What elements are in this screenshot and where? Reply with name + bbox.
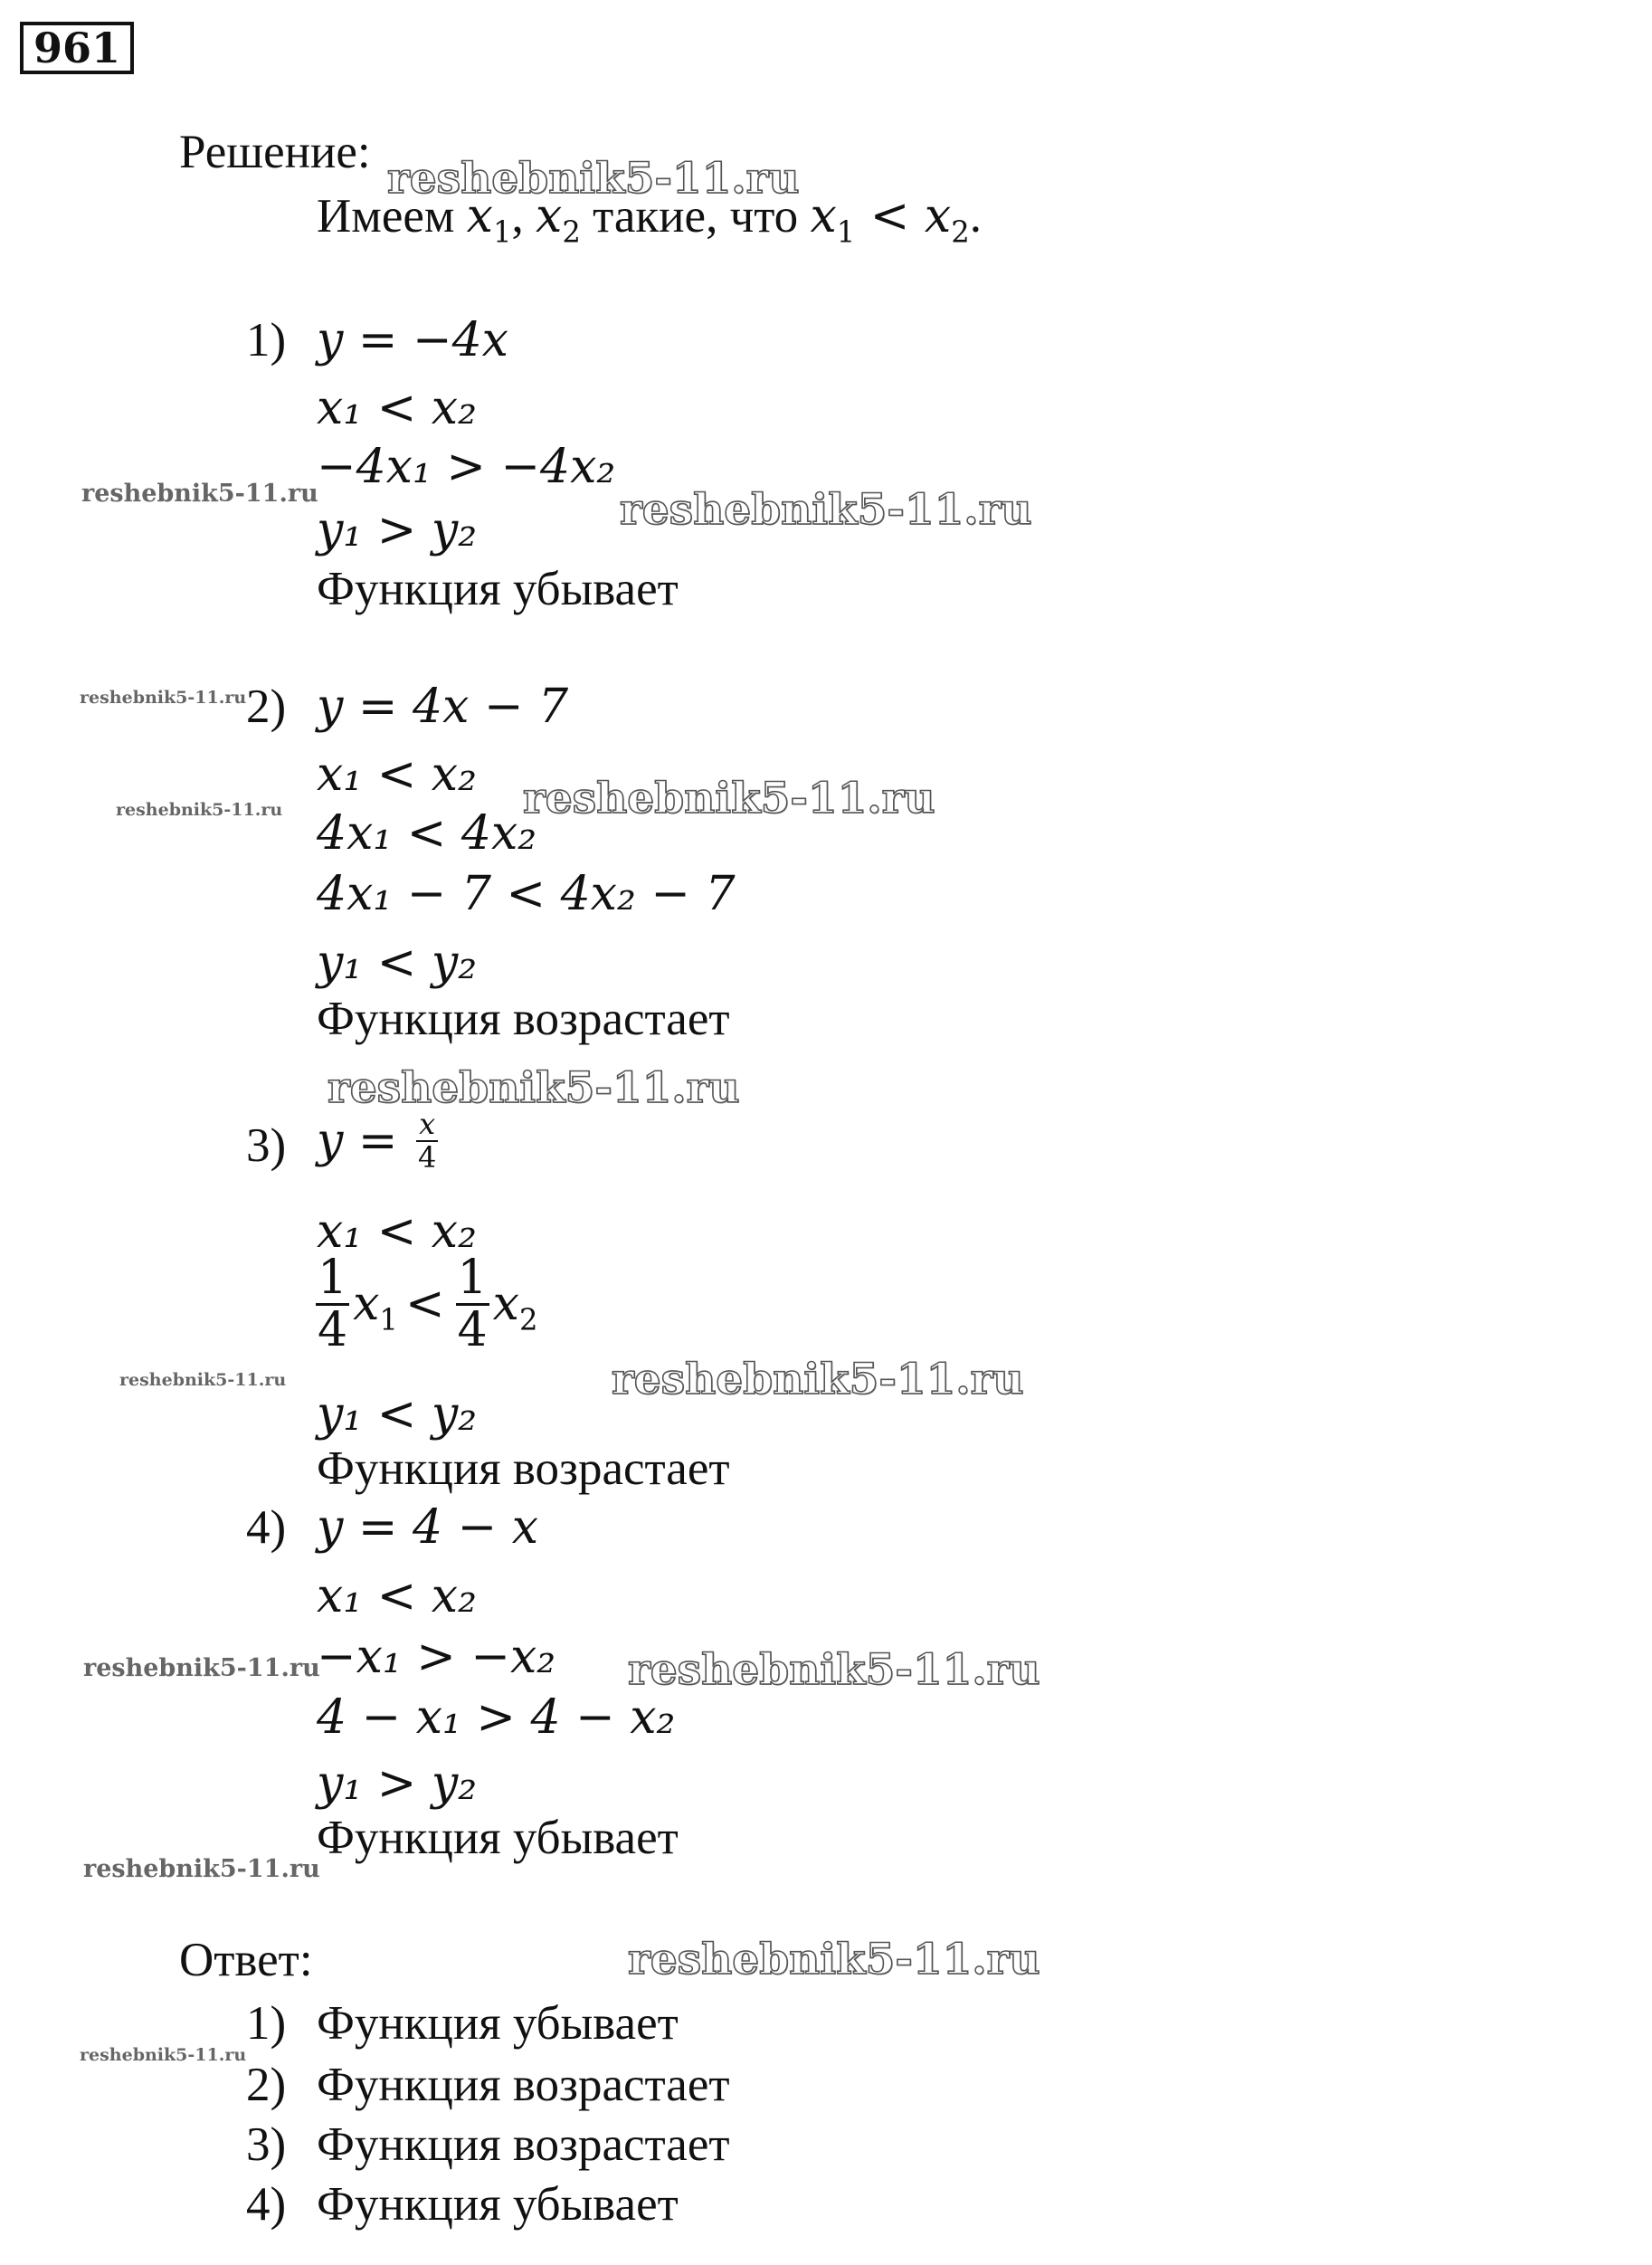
solution-label: Решение: <box>179 126 371 178</box>
answer-label: Ответ: <box>179 1934 313 1986</box>
watermark: reshebnik5-11.ru <box>119 1370 287 1390</box>
item-3-step-1: x₁ < x₂ <box>317 1204 477 1259</box>
item-2-step-4: y₁ < y₂ <box>317 936 478 990</box>
item-3-fraction-right <box>456 1253 489 1355</box>
item-3-fraction-left <box>316 1253 349 1355</box>
intro-text-1: Имеем <box>317 190 467 243</box>
answer-1-number: 1) <box>246 1997 287 2050</box>
item-3-fraction-right-den: 4 <box>457 1302 488 1357</box>
problem-number: 961 <box>20 22 134 74</box>
intro-var-x2b: x <box>924 189 952 243</box>
intro-comma: , <box>511 190 536 243</box>
watermark: reshebnik5-11.ru <box>83 1855 320 1883</box>
watermark: reshebnik5-11.ru <box>116 800 283 820</box>
item-3-fraction-left-num: 1 <box>318 1251 348 1305</box>
intro-sub-2b: 2 <box>951 214 970 250</box>
item-4-step-2: −x₁ > −x₂ <box>317 1630 556 1684</box>
item-3-var-x2-sub: 2 <box>518 1302 538 1337</box>
watermark: reshebnik5-11.ru <box>612 1355 1024 1404</box>
item-4-function: y = 4 − x <box>317 1500 539 1555</box>
item-3-var-x2 <box>492 1277 538 1337</box>
intro-sub-1b: 1 <box>836 214 856 250</box>
item-3-relation: < <box>404 1277 445 1332</box>
item-3-fraction-left-den: 4 <box>318 1302 348 1357</box>
answer-4-number: 4) <box>246 2178 287 2231</box>
answer-3-text: Функция возрастает <box>317 2118 730 2171</box>
item-3-function-lhs: y = <box>317 1114 413 1169</box>
item-3-var-x1 <box>353 1277 398 1337</box>
item-2-step-1: x₁ < x₂ <box>317 747 477 802</box>
item-3-conclusion: Функция возрастает <box>317 1442 730 1495</box>
item-1-function: y = −4x <box>317 313 508 367</box>
item-4-step-4: y₁ > y₂ <box>317 1756 478 1811</box>
intro-var-x2: x <box>536 189 563 243</box>
item-1-step-2: −4x₁ > −4x₂ <box>317 440 616 494</box>
answer-3-number: 3) <box>246 2118 287 2171</box>
intro-sub-2: 2 <box>562 214 581 250</box>
answer-2-number: 2) <box>246 2059 287 2111</box>
item-3-step-2 <box>312 1253 537 1355</box>
item-3-var-x1-sub: 1 <box>379 1302 398 1337</box>
intro-period: . <box>969 190 983 243</box>
item-3-var-x1-letter: x <box>353 1277 380 1332</box>
item-3-function-numerator: x <box>419 1107 436 1141</box>
watermark: reshebnik5-11.ru <box>80 688 247 708</box>
answer-1-text: Функция убывает <box>317 1997 679 2050</box>
item-3-function-denominator: 4 <box>418 1140 437 1175</box>
item-2-step-2: 4x₁ < 4x₂ <box>317 806 537 861</box>
intro-sub-1: 1 <box>492 214 512 250</box>
item-3-function-fraction <box>416 1109 438 1174</box>
watermark: reshebnik5-11.ru <box>328 1063 740 1113</box>
item-3-number: 3) <box>246 1119 287 1172</box>
item-2-step-3: 4x₁ − 7 < 4x₂ − 7 <box>317 867 736 921</box>
item-4-number: 4) <box>246 1501 287 1554</box>
intro-var-x1b: x <box>810 189 837 243</box>
watermark: reshebnik5-11.ru <box>81 480 318 508</box>
item-3-var-x2-letter: x <box>492 1277 519 1332</box>
answer-4-text: Функция убывает <box>317 2178 679 2231</box>
intro-relation: < <box>855 189 925 243</box>
watermark: reshebnik5-11.ru <box>523 774 935 823</box>
watermark: reshebnik5-11.ru <box>628 1645 1040 1695</box>
watermark: reshebnik5-11.ru <box>387 154 800 204</box>
item-1-conclusion: Функция убывает <box>317 563 679 615</box>
item-2-number: 2) <box>246 680 287 733</box>
item-4-step-1: x₁ < x₂ <box>317 1569 477 1623</box>
item-1-step-3: y₁ > y₂ <box>317 503 478 557</box>
watermark: reshebnik5-11.ru <box>628 1935 1040 1984</box>
item-2-conclusion: Функция возрастает <box>317 993 730 1045</box>
item-1-step-1: x₁ < x₂ <box>317 381 477 435</box>
item-2-function: y = 4x − 7 <box>317 680 569 734</box>
item-4-conclusion: Функция убывает <box>317 1812 679 1864</box>
item-3-fraction-right-num: 1 <box>457 1251 488 1305</box>
watermark: reshebnik5-11.ru <box>80 2045 247 2065</box>
item-4-step-3: 4 − x₁ > 4 − x₂ <box>317 1690 676 1745</box>
item-3-function <box>317 1109 441 1174</box>
intro-var-x1: x <box>466 189 493 243</box>
watermark: reshebnik5-11.ru <box>83 1654 320 1682</box>
intro-text-2: такие, что <box>580 190 811 243</box>
answer-2-text: Функция возрастает <box>317 2059 730 2111</box>
watermark: reshebnik5-11.ru <box>620 485 1032 535</box>
item-3-step-3: y₁ < y₂ <box>317 1387 478 1442</box>
item-1-number: 1) <box>246 314 287 366</box>
